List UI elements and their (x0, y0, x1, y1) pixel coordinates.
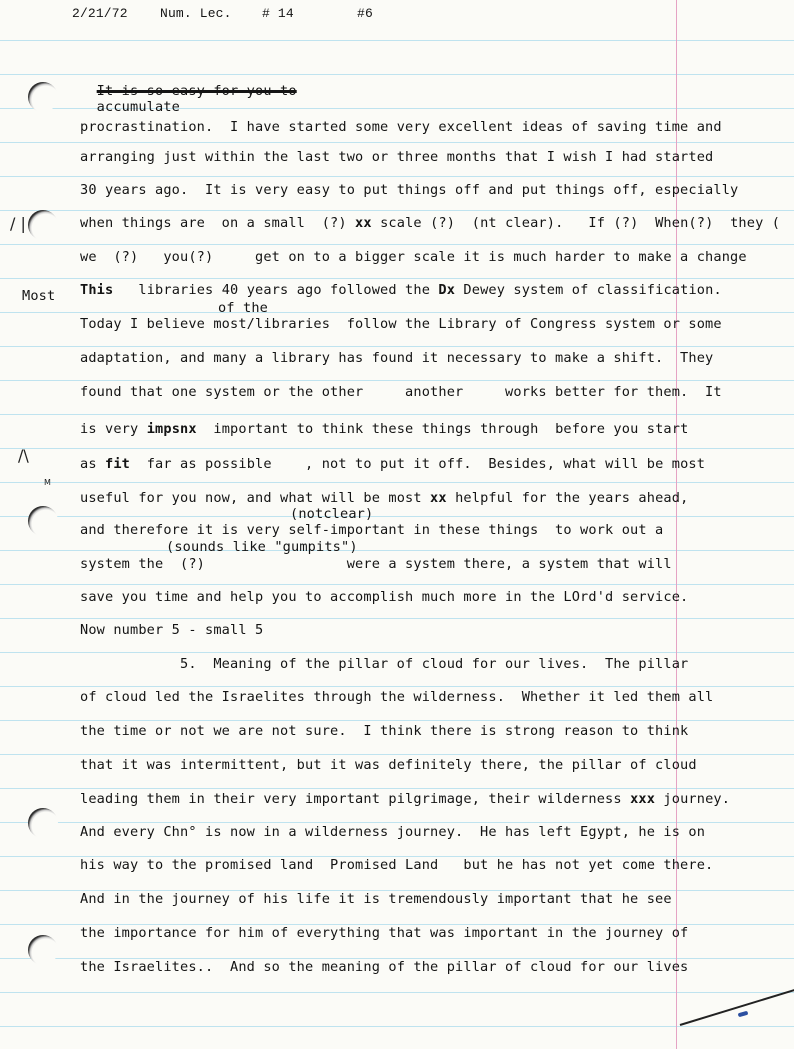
typed-over-text: This (80, 282, 114, 298)
header-page-number: #6 (357, 6, 373, 21)
text-line: system the (?) were a system there, a system that will (80, 556, 672, 572)
text-line: that it was intermittent, but it was definitely there, the pillar of cloud (80, 757, 697, 773)
text-line: 30 years ago. It is very easy to put things off and put things off, especially (80, 182, 739, 198)
pen-mark (738, 1011, 749, 1017)
text-line: Now number 5 - small 5 (80, 622, 264, 638)
text-line: save you time and help you to accomplish much more in the LOrd'd service. (80, 589, 689, 605)
binder-hole (28, 82, 58, 112)
text-line: procrastination. I have started some very excellent ideas of saving time and (80, 119, 722, 135)
binder-hole (28, 935, 58, 965)
text-line: the time or not we are not sure. I think there is strong reason to think (80, 723, 689, 739)
text-line: as fit far as possible , not to put it off. Besides, what will be most (80, 456, 706, 472)
inserted-text: (notclear) (290, 506, 374, 522)
header-lecture-number: # 14 (262, 6, 294, 21)
text-line: found that one system or the other another works better for them. It (80, 384, 722, 400)
inserted-text: of the (218, 300, 269, 316)
text-line: arranging just within the last two or three months that I wish I had started (80, 149, 714, 165)
typed-over-text: xxx (630, 791, 656, 807)
typed-over-text: xx (355, 215, 372, 231)
binder-hole (28, 506, 58, 536)
text-line: adaptation, and many a library has found it necessary to make a shift. They (80, 350, 714, 366)
typed-over-text: impsnx (146, 421, 197, 437)
text-line: And every Chn° is now in a wilderness journey. He has left Egypt, he is on (80, 824, 706, 840)
pencil-mark: /\ (18, 446, 29, 465)
typed-over-text: fit (105, 456, 131, 472)
typed-over-text: Dx (438, 282, 456, 298)
inserted-text: (sounds like "gumpits") (166, 539, 358, 555)
text-line: the Israelites.. And so the meaning of the pillar of cloud for our lives (80, 959, 689, 975)
text-line: And in the journey of his life it is tremendously important that he see (80, 891, 672, 907)
margin-note: Most (22, 288, 56, 304)
text-line: of cloud led the Israelites through the wilderness. Whether it led them all (80, 689, 714, 705)
text-line: This libraries 40 years ago followed the Dx Dewey system of classification. (80, 282, 722, 298)
text-line: useful for you now, and what will be most xx helpful for the years ahead, (80, 490, 689, 506)
text-line: the importance for him of everything that was important in the journey of (80, 925, 689, 941)
pen-stroke (680, 989, 794, 1026)
text-line: is very impsnx important to think these things through before you start (80, 421, 689, 437)
binder-hole (28, 210, 58, 240)
pencil-mark: / | (10, 214, 26, 233)
struck-line (80, 67, 297, 115)
header-course: Num. Lec. (160, 6, 232, 21)
binder-hole (28, 808, 58, 838)
text-line: we (?) you(?) get on to a bigger scale it is much harder to make a change (80, 249, 747, 265)
text-line: his way to the promised land Promised Land but he has not yet come there. (80, 857, 714, 873)
text-line: and therefore it is very self-important in these things to work out a (80, 522, 664, 538)
struck-text: It is so easy for you to (96, 83, 297, 99)
typed-over-text: xx (430, 490, 447, 506)
text-line: leading them in their very important pilgrimage, their wilderness xxx journey. (80, 791, 731, 807)
text-line: Today I believe most/libraries follow the Library of Congress system or some (80, 316, 722, 332)
pencil-mark: M (44, 478, 51, 487)
text-line: when things are on a small (?) xx scale (?) (nt clear). If (?) When(?) they ( (80, 215, 781, 231)
struck-line-rest: accumulate (96, 99, 181, 115)
section-heading-line: 5. Meaning of the pillar of cloud for our lives. The pillar (180, 656, 689, 672)
header-date: 2/21/72 (72, 6, 128, 21)
